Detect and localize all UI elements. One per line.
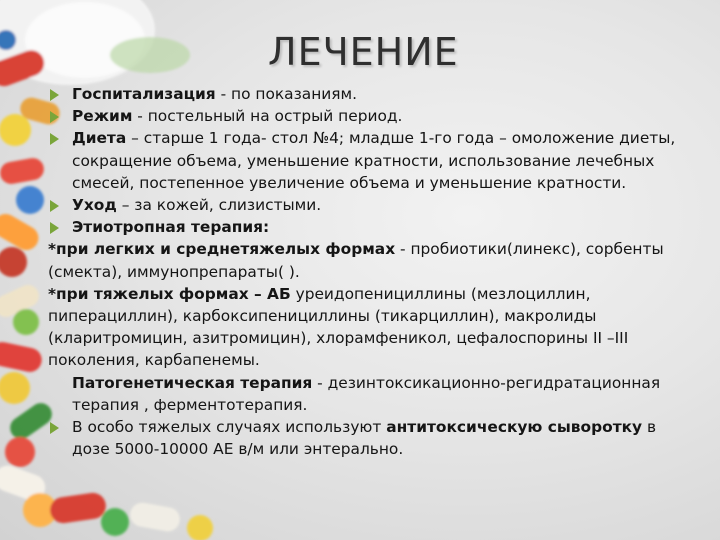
item-text: В особо тяжелых случаях используют xyxy=(72,418,387,437)
item-text: – старше 1 года- стол №4; младше 1-го года – омоложение диеты, сокращение объема, уменьшение кратности, использование лечебных смесей, постепенное увеличение объема и уменьшение кратности. xyxy=(72,129,676,192)
list-item xyxy=(48,416,688,460)
slide-title: ЛЕЧЕНИЕ xyxy=(268,30,459,74)
item-text: – за кожей, слизистыми. xyxy=(116,196,322,215)
item-text: - дезинтоксикационно-регидратационная терапия , ферментотерапия. xyxy=(72,373,661,414)
list-item xyxy=(48,83,688,105)
list-item xyxy=(48,127,688,194)
item-heading: Уход xyxy=(72,196,117,215)
item-text: - по показаниям. xyxy=(215,85,358,103)
bullet-arrow-icon xyxy=(50,89,59,101)
item-heading: Этиотропная терапия: xyxy=(72,218,270,237)
list-item xyxy=(48,105,688,127)
slide-content xyxy=(48,83,688,460)
item-heading: *при тяжелых формах – АБ xyxy=(48,284,291,303)
item-heading: *при легких и среднетяжелых формах xyxy=(48,240,396,259)
paragraph xyxy=(48,283,688,372)
bullet-arrow-icon xyxy=(50,111,59,123)
paragraph xyxy=(48,238,688,282)
item-heading: Госпитализация xyxy=(72,85,216,103)
paragraph xyxy=(48,372,688,416)
item-heading: Патогенетическая терапия xyxy=(72,373,313,392)
item-text: - пробиотики(линекс), сорбенты (смекта), иммунопрепараты( ). xyxy=(48,240,664,281)
bullet-arrow-icon xyxy=(50,200,59,212)
item-text: в дозе 5000-10000 АЕ в/м или энтерально. xyxy=(72,418,657,459)
bullet-arrow-icon xyxy=(50,422,59,434)
item-heading: Режим xyxy=(72,107,133,126)
bullet-arrow-icon xyxy=(50,222,59,234)
item-heading: Диета xyxy=(72,129,127,148)
item-heading: антитоксическую сыворотку xyxy=(386,418,643,437)
list-item xyxy=(48,194,688,216)
list-item xyxy=(48,216,688,238)
item-text: - постельный на острый период. xyxy=(132,107,403,126)
bullet-arrow-icon xyxy=(50,133,59,145)
item-text: уреидопенициллины (мезлоциллин, пиперациллин), карбоксипенициллины (тикарциллин), макролиды (кларитромицин, азитромицин), хлорамфеникол, цефалоспорины II –III поколения, карбапенемы. xyxy=(48,284,629,370)
